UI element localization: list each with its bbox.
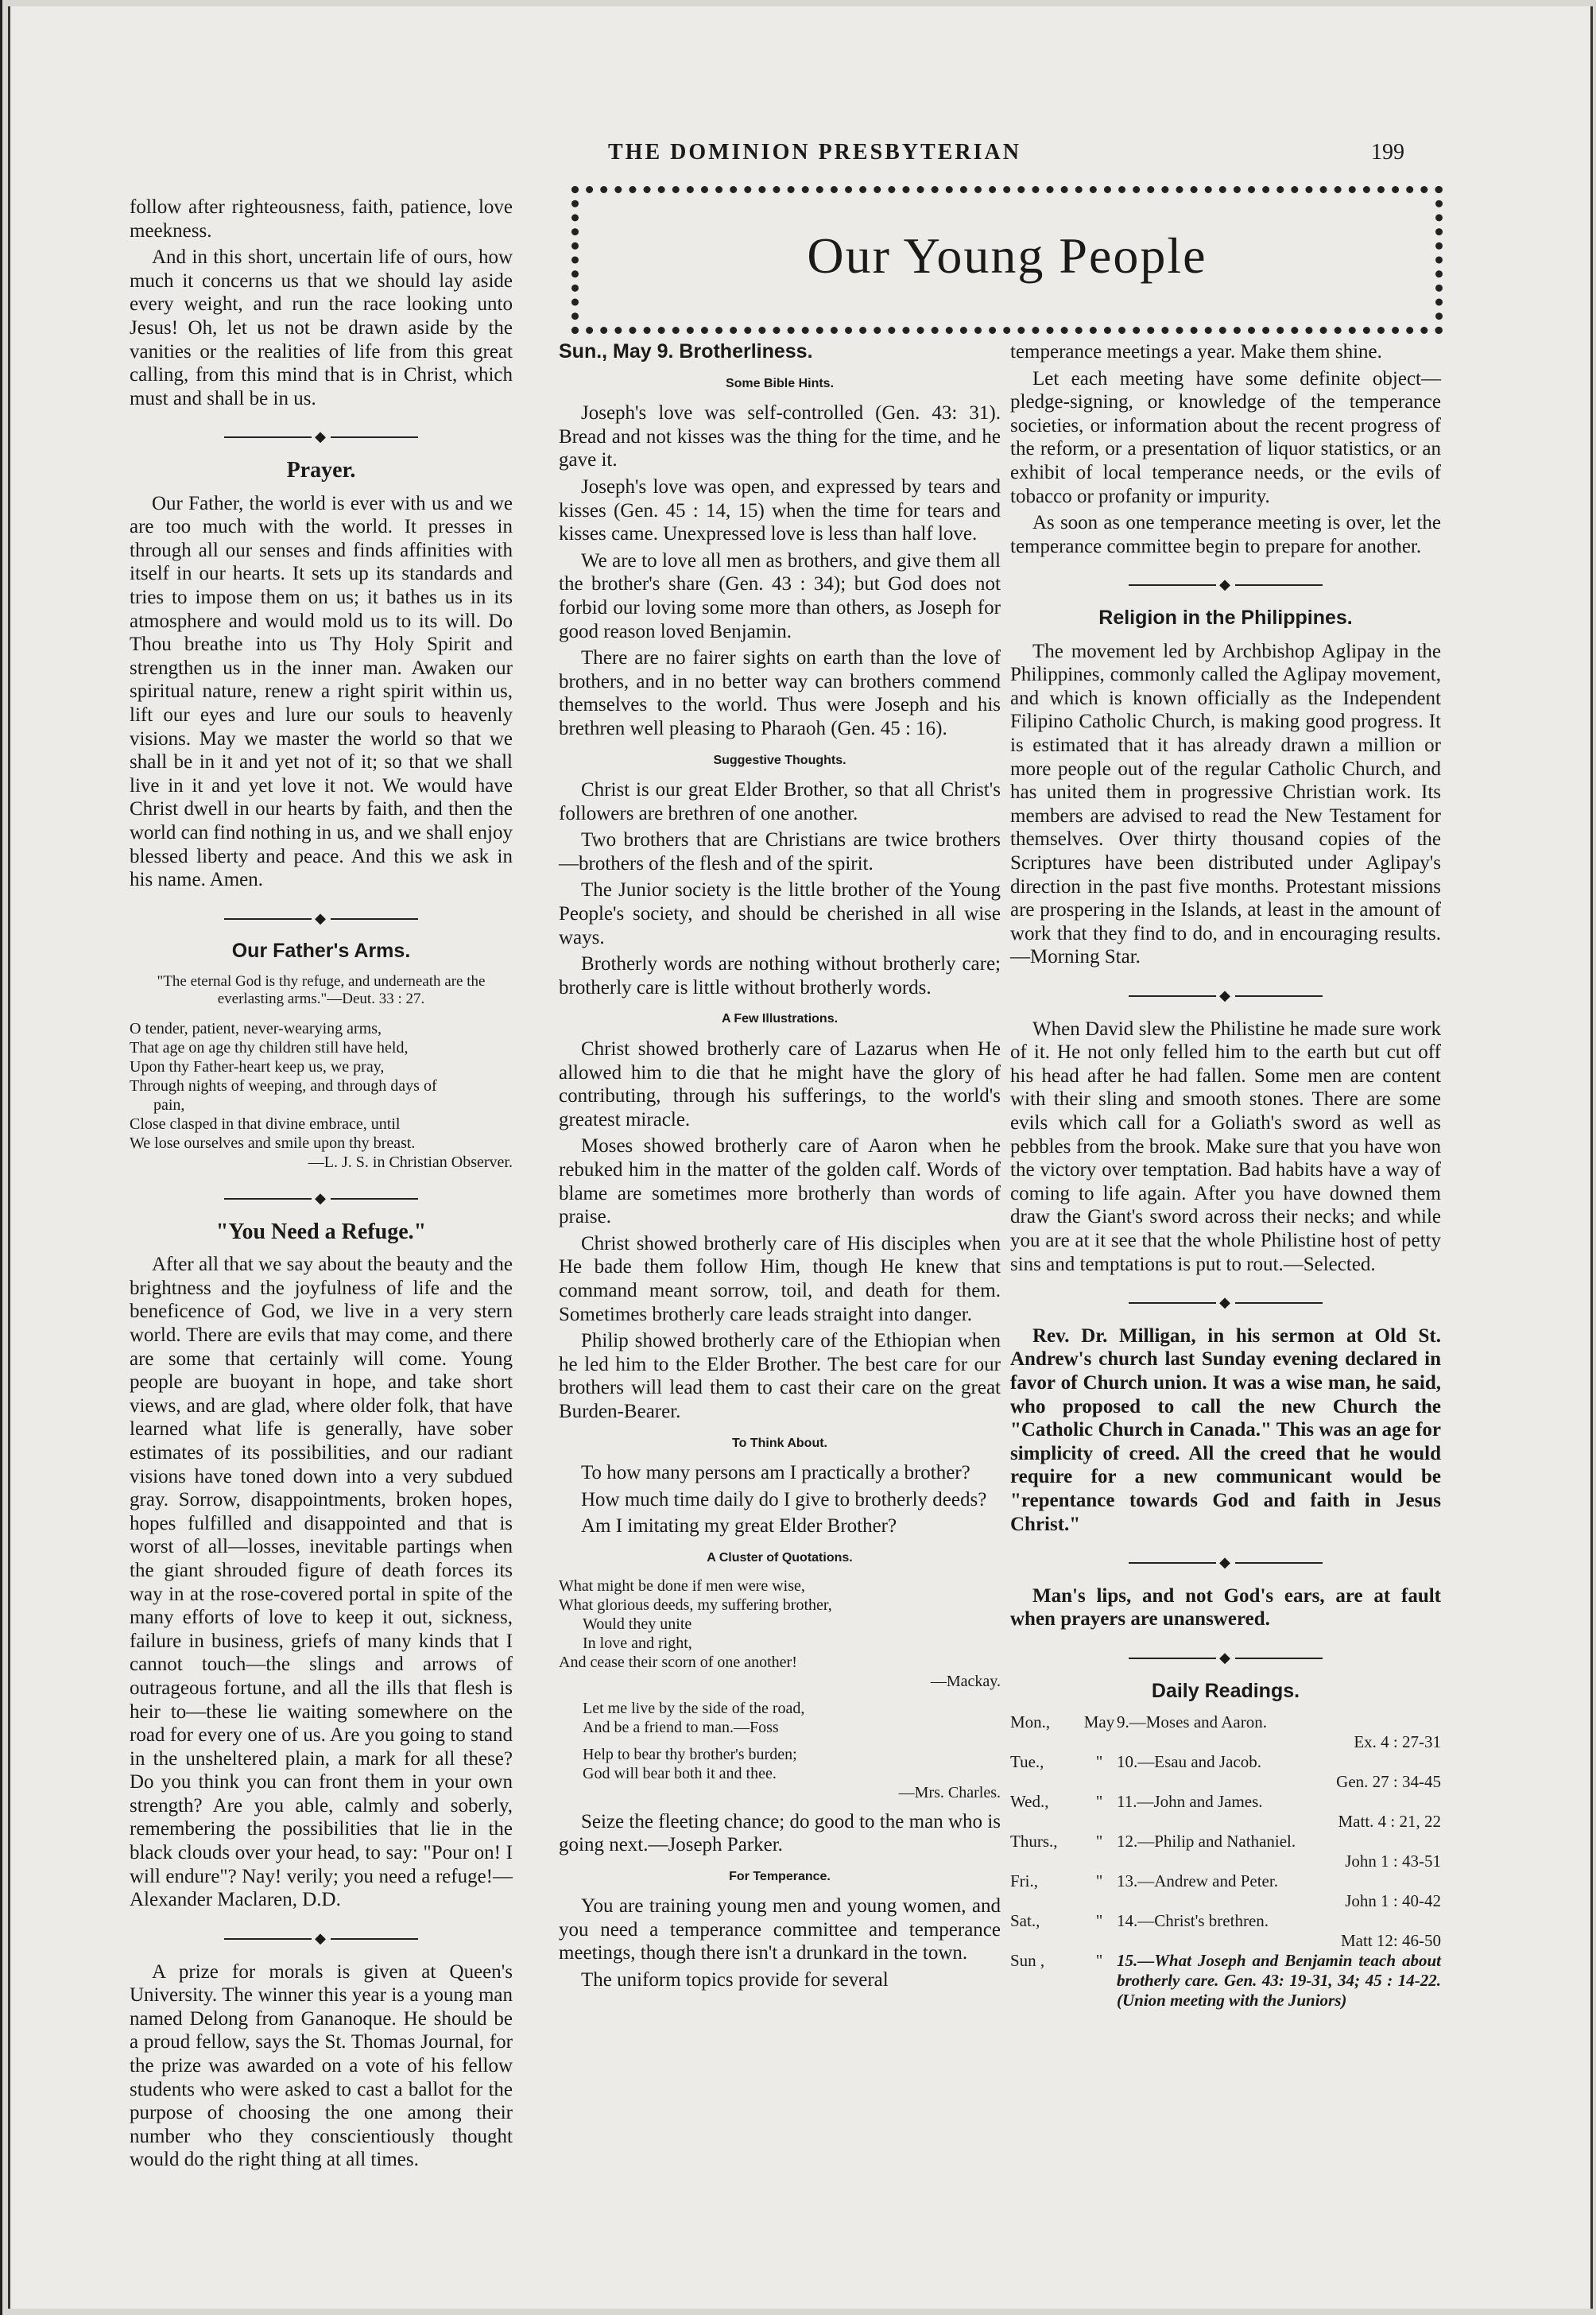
poem-line: That age on age thy children still have held,	[130, 1038, 409, 1057]
temperance-heading: For Temperance.	[729, 1869, 831, 1883]
paragraph: Two brothers that are Christians are twice brothers—brothers of the flesh and of the spirit.	[559, 829, 1001, 874]
verse-attribution: —Mrs. Charles.	[898, 1783, 1001, 1801]
reading-reference: Matt. 4 : 21, 22	[1338, 1812, 1441, 1832]
paragraph: Christ showed brotherly care of His disciples when He bade them follow Him, though He knew that command meant sorrow, toil, and death for them. Sometimes brotherly care leads straight into danger.	[559, 1232, 1001, 1325]
paragraph: The Junior society is the little brother of the Young People's society, and should be cherished in all wise ways.	[559, 879, 1001, 948]
topic-heading: Sun., May 9. Brotherliness.	[559, 340, 813, 363]
daily-readings-table	[1010, 1712, 1441, 2011]
verse-attribution: —Mackay.	[930, 1672, 1001, 1690]
think-heading: To Think About.	[732, 1436, 827, 1450]
reading-month: "	[1095, 1871, 1103, 1891]
reading-row	[1010, 1871, 1441, 1911]
separator-rule: ◆	[130, 1926, 513, 1951]
paragraph: How much time daily do I give to brotherly deeds?	[581, 1488, 987, 1510]
opening-paragraph-1: follow after righteousness, faith, patience, love meekness.	[130, 196, 513, 242]
middle-column	[559, 340, 1001, 1992]
philippines-heading: Religion in the Philippines.	[1098, 607, 1353, 630]
reading-day: Wed.,	[1010, 1792, 1049, 1812]
paragraph: The movement led by Archbishop Aglipay in the Philippines, commonly called the Aglipay movement, and which is known officially as the Independent Filipino Catholic Church, is making good progress. It is estimated that it has already drawn a million or more people out of the regular Catholic Church, and has united them in progressive Christian work. Its members are advised to read the New Testament for themselves. Over thirty thousand copies of the Scriptures have been distributed under Aglipay's direction in the past five months. Protestant missions are prospering in the Islands, at least in the amount of work that they find to do, and in encouraging results.—Morning Star.	[1010, 640, 1441, 968]
running-head	[10, 140, 1590, 172]
verse-line: God will bear both it and thee.	[583, 1764, 777, 1782]
separator-rule: ◆	[130, 1186, 513, 1211]
reading-text: 13.—Andrew and Peter.	[1117, 1871, 1278, 1891]
paragraph: There are no fairer sights on earth than the love of brothers, and in no better way can brothers commend themselves to the world. Thus were Joseph and his brethren well pleasing to Pharaoh (Gen. 45 : 16).	[559, 647, 1001, 739]
verse-line: And cease their scorn of one another!	[559, 1653, 797, 1671]
paragraph: You are training young men and young women, and you need a temperance committee and temperance meetings, though there isn't a drunkard in the town.	[559, 1895, 1001, 1964]
reading-reference: John 1 : 40-42	[1345, 1891, 1441, 1911]
reading-text: 12.—Philip and Nathaniel.	[1117, 1832, 1296, 1852]
reading-row	[1010, 1911, 1441, 1951]
poem-line: O tender, patient, never-wearying arms,	[130, 1019, 382, 1037]
prize-paragraph: A prize for morals is given at Queen's University. The winner this year is a young man named Delong from Gananoque. He should be a proud fellow, says the St. Thomas Journal, for the prize was awarded on a vote of his fellow students who were asked to cast a ballot for the purpose of choosing the one among their number who they conscientiously thought would do the right thing at all times.	[130, 1960, 513, 2171]
illustrations-heading: A Few Illustrations.	[721, 1012, 839, 1026]
paragraph: Christ is our great Elder Brother, so that all Christ's followers are brethren of one another.	[559, 779, 1001, 824]
separator-rule: ◆	[1010, 983, 1441, 1008]
reading-reference: Ex. 4 : 27-31	[1354, 1732, 1441, 1752]
paragraph: As soon as one temperance meeting is over, let the temperance committee begin to prepare for another.	[1010, 512, 1441, 557]
reading-text: 9.—Moses and Aaron.	[1117, 1712, 1267, 1732]
separator-rule: ◆	[130, 906, 513, 931]
poem-line: pain,	[153, 1095, 185, 1114]
poem-line: Through nights of weeping, and through days of	[130, 1076, 437, 1095]
poem-attribution: —L. J. S. in Christian Observer.	[308, 1153, 513, 1171]
reading-text: 10.—Esau and Jacob.	[1117, 1752, 1261, 1772]
prayer-text: Our Father, the world is ever with us and we are too much with the world. It presses in through all our senses and finds affinities with itself in our hearts. It sets up its standards and tries to impose them on us; it bathes us in its atmosphere and would mold us to its will. Do Thou breathe into us Thy Holy Spirit and strengthen us in the inner man. Awaken our spiritual nature, renew a right spirit within us, lift our eyes and lure our souls to heavenly visions. May we master the world so that we shall be in it and yet not of it; so that we shall live in it and yet love it not. We would have Christ dwell in our hearts by faith, and then the world can find nothing in us, and we shall enjoy blessed liberty and peace. And this we ask in his name. Amen.	[130, 492, 513, 891]
reading-day: Fri.,	[1010, 1871, 1039, 1891]
page-number: 199	[1371, 140, 1404, 165]
prayer-heading: Prayer.	[286, 458, 356, 483]
paragraph: Brotherly words are nothing without brotherly care; brotherly care is little without brotherly words.	[559, 953, 1001, 999]
paragraph: Christ showed brotherly care of Lazarus when He allowed him to die that he might have the glory of contributing, through his sufferings, to the world's greatest miracle.	[559, 1038, 1001, 1130]
verse-line: And be a friend to man.—Foss	[583, 1718, 779, 1736]
paragraph: The uniform topics provide for several	[581, 1969, 889, 1991]
reading-row	[1010, 1712, 1441, 1752]
reading-day: Tue.,	[1010, 1752, 1044, 1772]
verse-line: What glorious deeds, my suffering brother,	[559, 1596, 832, 1614]
reading-row	[1010, 1752, 1441, 1792]
refuge-heading: "You Need a Refuge."	[215, 1219, 427, 1244]
reading-row	[1010, 1832, 1441, 1871]
reading-row	[1010, 1792, 1441, 1832]
poem-line: Close clasped in that divine embrace, until	[130, 1115, 401, 1133]
poem-line: Upon thy Father-heart keep us, we pray,	[130, 1057, 385, 1076]
newspaper-page	[8, 6, 1593, 2309]
banner-title: Our Young People	[807, 227, 1207, 284]
reading-row	[1010, 1951, 1441, 2011]
arms-epigraph: "The eternal God is thy refuge, and underneath are the everlasting arms."—Deut. 33 : 27.	[157, 972, 486, 1007]
verse-line: What might be done if men were wise,	[559, 1576, 805, 1595]
reading-text: 11.—John and James.	[1117, 1792, 1263, 1812]
right-column	[1010, 340, 1441, 2011]
paragraph: Let each meeting have some definite object—pledge-signing, or knowledge of the temperance societies, or information about the recent progress of the reform, or a presentation of liquor statistics, or an exhibit of local temperance needs, or the evils of tobacco or profanity or impurity.	[1010, 367, 1441, 507]
reading-month: "	[1095, 1911, 1103, 1931]
verse-line: Let me live by the side of the road,	[583, 1699, 805, 1717]
section-banner	[571, 186, 1443, 334]
paragraph: We are to love all men as brothers, and give them all the brother's share (Gen. 43 : 34); but God does not forbid our loving some more than others, as Joseph for good reason loved Benjamin.	[559, 549, 1001, 642]
reading-reference: Matt 12: 46-50	[1341, 1931, 1441, 1951]
reading-month: "	[1095, 1832, 1103, 1852]
paragraph: temperance meetings a year. Make them shine.	[1010, 341, 1382, 363]
reading-month: May	[1083, 1712, 1115, 1732]
reading-text: 15.—What Joseph and Benjamin teach about brotherly care. Gen. 43: 19-31, 34; 45 : 14-22. (Union meeting with the Juniors)	[1117, 1951, 1441, 2011]
verse-line: Help to bear thy brother's burden;	[583, 1745, 797, 1763]
left-border	[0, 0, 2, 2315]
separator-rule: ◆	[1010, 572, 1441, 597]
separator-rule: ◆	[1010, 1646, 1441, 1670]
reading-day: Sat.,	[1010, 1911, 1040, 1931]
left-column	[130, 196, 513, 2172]
quotation-verse	[559, 1576, 1001, 1691]
reading-month: "	[1095, 1792, 1103, 1812]
quotation-verse	[559, 1699, 1001, 1737]
quotation-verse	[559, 1745, 1001, 1802]
separator-rule: ◆	[130, 425, 513, 449]
arms-poem	[130, 1019, 513, 1172]
arms-heading: Our Father's Arms.	[231, 940, 411, 963]
paragraph: When David slew the Philistine he made sure work of it. He not only felled him to the earth but cut off his head after he had fallen. Some men are content with their sling and smooth stones. There are some evils which call for a Goliath's sword as well as pebbles from the brook. Make sure that you have won the victory over temptation. Bad habits have a way of coming to life again. After you have downed them draw the Giant's sword across their necks; and while you are at it see that the whole Philistine host of petty sins and temptations is put to rout.—Selected.	[1010, 1018, 1441, 1275]
paragraph: Joseph's love was open, and expressed by tears and kisses (Gen. 45 : 14, 15) when the time for tears and kisses came. Unexpressed love is less than half love.	[559, 475, 1001, 545]
paragraph: Man's lips, and not God's ears, are at fault when prayers are unanswered.	[1010, 1584, 1441, 1631]
reading-reference: Gen. 27 : 34-45	[1336, 1772, 1441, 1792]
reading-day: Sun ,	[1010, 1951, 1045, 1971]
paragraph: Am I imitating my great Elder Brother?	[581, 1515, 897, 1538]
reading-day: Mon.,	[1010, 1712, 1051, 1732]
paragraph: Joseph's love was self-controlled (Gen. 43: 31). Bread and not kisses was the thing for the time, and he gave it.	[559, 402, 1001, 471]
paragraph: Moses showed brotherly care of Aaron when he rebuked him in the matter of the golden calf. Words of blame are sometimes more brotherly than words of praise.	[559, 1135, 1001, 1228]
opening-paragraph-2: And in this short, uncertain life of ours, how much it concerns us that we should lay aside every weight, and run the race looking unto Jesus! Oh, let us not be drawn aside by the vanities or the realities of life from this great calling, from this mind that is in Christ, which must and shall be in us.	[130, 246, 513, 409]
quotations-heading: A Cluster of Quotations.	[707, 1550, 853, 1565]
publication-title: THE DOMINION PRESBYTERIAN	[608, 140, 1021, 165]
paragraph: Rev. Dr. Milligan, in his sermon at Old St. Andrew's church last Sunday evening declared in favor of Church union. It was a wise man, he said, who proposed to call the new Church the "Catholic Church in Canada." This was an age for simplicity of creed. All the creed that he would require for a new communicant would be "repentance towards God and faith in Jesus Christ."	[1010, 1324, 1441, 1535]
reading-month: "	[1095, 1951, 1103, 1971]
daily-readings-heading: Daily Readings.	[1151, 1679, 1300, 1702]
suggestive-heading: Suggestive Thoughts.	[713, 753, 846, 767]
separator-rule: ◆	[1010, 1290, 1441, 1315]
refuge-text: After all that we say about the beauty and the brightness and the joyfulness of life and the beneficence of God, we live in a very stern world. There are evils that may come, and there are some that certainly will come. Young people are buoyant in hope, and take short views, and are glad, where older folk, that have learned what life is generally, have sober estimates of its possibilities, and our radiant visions have toned down into a very subdued gray. Sorrow, disappointments, broken hopes, hopes fulfilled and disappointed and that is worst of all—losses, inevitable partings when the giant shrouded figure of death forces its way in at the rose-covered portal in spite of the many efforts of love to keep it out, sickness, failure in business, griefs of many kinds that I cannot touch—the slings and arrows of outrageous fortune, and all the ills that flesh is heir to—these lie waiting somewhere on the road for every one of us. Are you going to stand in the unsheltered plain, a mark for all these? Do you think you can front them in your own strength? Are you able, calmly and soberly, remembering the possibilities that lie in the black clouds over your head, to say: "Pour on! I will endure"? Nay! verily; you need a refuge!—Alexander Maclaren, D.D.	[130, 1254, 513, 1911]
reading-reference: John 1 : 43-51	[1345, 1852, 1441, 1871]
verse-line: In love and right,	[583, 1634, 692, 1652]
bible-hints-heading: Some Bible Hints.	[725, 376, 835, 390]
reading-day: Thurs.,	[1010, 1832, 1058, 1852]
paragraph: To how many persons am I practically a brother?	[581, 1462, 970, 1484]
reading-month: "	[1095, 1752, 1103, 1772]
paragraph: Philip showed brotherly care of the Ethiopian when he led him to the Elder Brother. The best care for our brothers will lead them to cast their care on the great Burden-Bearer.	[559, 1330, 1001, 1422]
paragraph: Seize the fleeting chance; do good to the man who is going next.—Joseph Parker.	[559, 1810, 1001, 1856]
separator-rule: ◆	[1010, 1550, 1441, 1575]
verse-line: Would they unite	[583, 1615, 692, 1633]
reading-text: 14.—Christ's brethren.	[1117, 1911, 1269, 1931]
poem-line: We lose ourselves and smile upon thy breast.	[130, 1134, 416, 1152]
